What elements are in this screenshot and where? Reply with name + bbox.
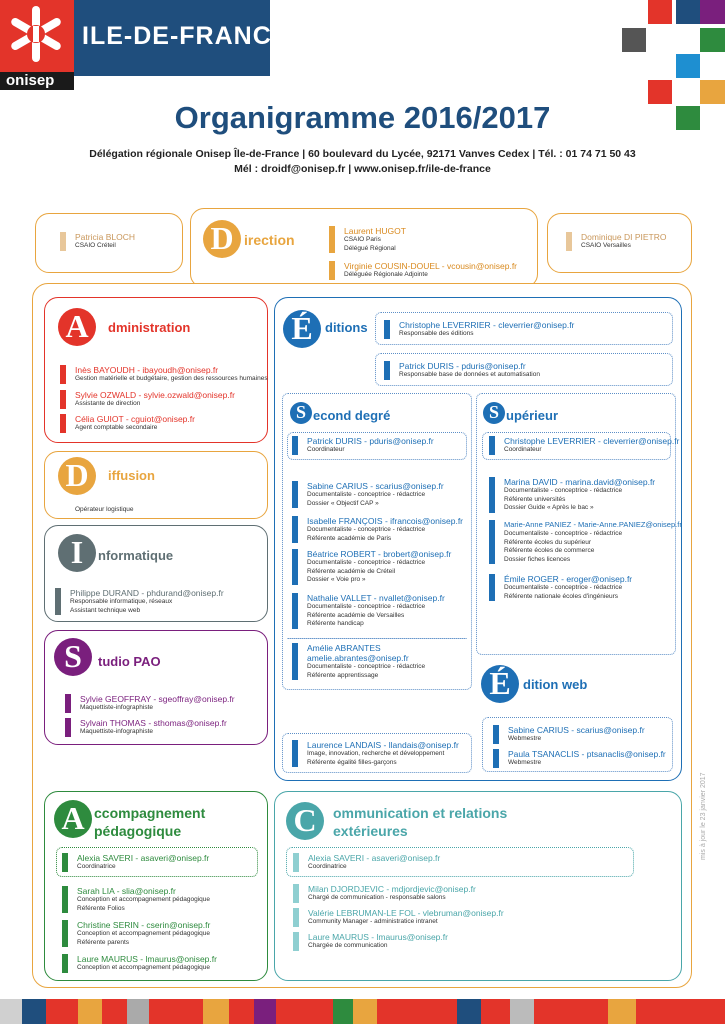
person-carius-web: Sabine CARIUS - scarius@onisep.fr Webmestre [493,725,645,744]
bottom-bar-segment [254,999,276,1024]
person-hugot: Laurent HUGOT CSAIO Paris Délégué Régional [329,226,406,253]
deco-square [676,0,700,24]
direction-title: irection [244,232,295,248]
person-vallet: Nathalie VALLET - nvallet@onisep.fr Documentaliste - conceptrice - rédactrice Référente académie de Versailles Référente handicap [292,593,445,629]
brand-label: onisep [0,72,74,90]
comm-title-2: extérieures [333,823,408,839]
bottom-bar-segment [510,999,534,1024]
diffusion-role: Opérateur logistique [75,506,134,513]
update-credit: mis à jour le 23 janvier 2017 [700,772,707,860]
studio-initial: S [54,638,92,676]
web-title: dition web [523,677,588,692]
onisep-logo [0,0,74,76]
bottom-bar-segment [78,999,102,1024]
web-initial: É [481,665,519,703]
person-duris: Patrick DURIS - pduris@onisep.fr Responsable base de données et automatisation [384,361,540,380]
bottom-bar-segment [608,999,636,1024]
person-maurus-accomp: Laure MAURUS - lmaurus@onisep.fr Conception et accompagnement pédagogique [62,954,217,973]
sup-initial: S [483,402,505,424]
bottom-bar-segment [353,999,377,1024]
person-geoffray: Sylvie GEOFFRAY - sgeoffray@onisep.fr Maquettiste-infographiste [65,694,235,713]
person-abrantes: Amélie ABRANTES amelie.abrantes@onisep.fr Documentaliste - conceptrice - rédactrice Référente apprentissage [292,643,425,680]
comm-initial: C [286,802,324,840]
asterisk-icon [0,0,74,72]
deco-square [700,0,725,24]
accomp-title-2: pédagogique [94,823,182,839]
direction-initial: D [203,220,241,258]
divider [287,638,467,639]
person-ozwald: Sylvie OZWALD - sylvie.ozwald@onisep.fr Assistante de direction [60,390,235,409]
sup-title: upérieur [506,408,559,423]
person-durand: Philippe DURAND - phdurand@onisep.fr Responsable informatique, réseaux Assistant technique web [55,588,224,615]
bottom-bar-segment [127,999,149,1024]
person-saveri: Alexia SAVERI - asaveri@onisep.fr Coordinatrice [62,853,209,872]
person-maurus-comm: Laure MAURUS - lmaurus@onisep.fr Chargée de communication [293,932,448,951]
deco-square [622,28,646,52]
bottom-bar-segment [203,999,229,1024]
person-roger: Émile ROGER - eroger@onisep.fr Documentaliste - conceptrice - rédactrice Référente nationale écoles d'ingénieurs [489,574,632,601]
comm-title-1: ommunication et relations [333,805,508,821]
person-duris-coord: Patrick DURIS - pduris@onisep.fr Coordinateur [292,436,434,455]
studio-title: tudio PAO [98,654,161,669]
person-carius: Sabine CARIUS - scarius@onisep.fr Documentaliste - conceptrice - rédactrice Dossier « Objectif CAP » [292,481,444,508]
bottom-bar-segment [0,999,22,1024]
person-tsanaclis: Paula TSANACLIS - ptsanaclis@onisep.fr Webmestre [493,749,666,768]
person-thomas: Sylvain THOMAS - sthomas@onisep.fr Maquettiste-infographiste [65,718,227,737]
editions-title: ditions [325,320,368,335]
accomp-title-1: ccompagnement [94,805,206,821]
contact-email: Mél : droidf@onisep.fr | www.onisep.fr/ile-de-france [234,163,491,175]
diffusion-title: iffusion [108,468,155,483]
region-title: ILE-DE-FRANCE [82,22,290,50]
admin-initial: A [58,308,96,346]
second-initial: S [290,402,312,424]
admin-title: dministration [108,320,191,335]
deco-square [648,0,672,24]
second-title: econd degré [313,408,391,423]
person-bloch: Patricia BLOCH CSAIO Créteil [60,232,135,251]
contact-address: Délégation régionale Onisep Île-de-France | 60 boulevard du Lycée, 92171 Vanves Cedex | Tél. : 01 74 71 50 43 [89,148,636,160]
page-title: Organigramme 2016/2017 [174,100,551,135]
person-leverrier-coord: Christophe LEVERRIER - cleverrier@onisep.fr Coordinateur [489,436,679,455]
informatique-title: nformatique [98,548,174,563]
person-saveri-comm: Alexia SAVERI - asaveri@onisep.fr Coordinatrice [293,853,440,872]
person-david: Marina DAVID - marina.david@onisep.fr Documentaliste - conceptrice - rédactrice Référente universités Dossier Guide « Après le bac » [489,477,655,513]
person-robert: Béatrice ROBERT - brobert@onisep.fr Documentaliste - conceptrice - rédactrice Référente académie de Créteil Dossier « Voie pro » [292,549,451,585]
person-lia: Sarah LIA - slia@onisep.fr Conception et accompagnement pédagogique Référente Folios [62,886,210,913]
deco-square [700,28,725,52]
informatique-initial: I [58,534,96,572]
person-landais: Laurence LANDAIS - llandais@onisep.fr Image, innovation, recherche et développement Référente égalité filles-garçons [292,740,459,767]
deco-square [676,54,700,78]
person-leverrier: Christophe LEVERRIER - cleverrier@onisep.fr Responsable des éditions [384,320,574,339]
person-francois: Isabelle FRANÇOIS - ifrancois@onisep.fr Documentaliste - conceptrice - rédactrice Référente académie de Paris [292,516,463,543]
accomp-initial: A [54,800,92,838]
person-cousin-douel: Virginie COUSIN-DOUEL - vcousin@onisep.fr Déléguée Régionale Adjointe [329,261,517,280]
bottom-bar-segment [457,999,481,1024]
person-di-pietro: Dominique DI PIETRO CSAIO Versailles [566,232,667,251]
person-djordjevic: Milan DJORDJEVIC - mdjordjevic@onisep.fr Chargé de communication - responsable salons [293,884,476,903]
person-lebruman: Valérie LEBRUMAN-LE FOL - vlebruman@onisep.fr Community Manager - administratice intranet [293,908,504,927]
person-paniez: Marie-Anne PANIEZ - Marie-Anne.PANIEZ@onisep.fr Documentaliste - conceptrice - rédactrice Référente écoles du supérieur Référente écoles de commerce Dossier fiches licences [489,520,682,564]
person-guiot: Célia GUIOT - cguiot@onisep.fr Agent comptable secondaire [60,414,195,433]
bottom-bar-segment [333,999,353,1024]
diffusion-initial: D [58,457,96,495]
editions-initial: É [283,310,321,348]
bottom-bar-segment [22,999,46,1024]
person-serin: Christine SERIN - cserin@onisep.fr Conception et accompagnement pédagogique Référente parents [62,920,210,947]
person-bayoudh: Inès BAYOUDH - ibayoudh@onisep.fr Gestion matérielle et budgétaire, gestion des ressources humaines [60,365,268,384]
